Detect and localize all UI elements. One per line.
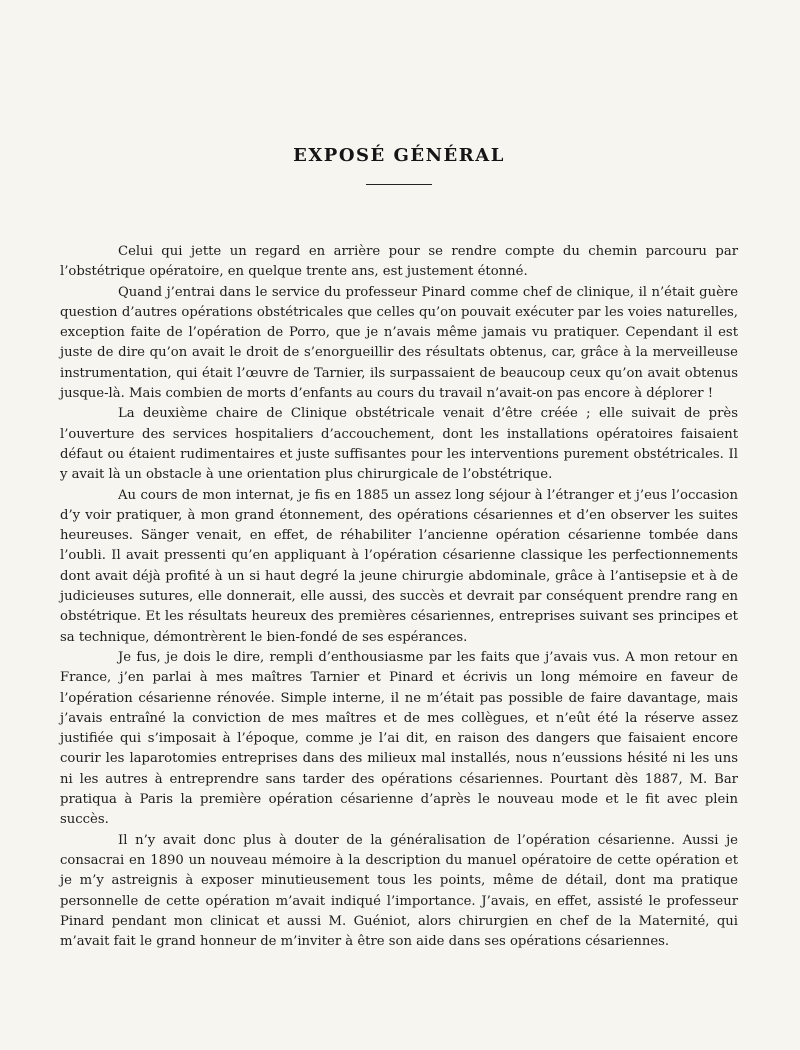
document-body <box>60 242 738 952</box>
page-title: EXPOSÉ GÉNÉRAL <box>293 145 505 166</box>
paragraph: Celui qui jette un regard en arrière pour se rendre compte du chemin parcouru par l’obstétrique opératoire, en quelque trente ans, est justement étonné. <box>60 244 738 280</box>
paragraph: Je fus, je dois le dire, rempli d’enthousiasme par les faits que j’avais vus. A mon retour en France, j’en parlai à mes maîtres Tarnier et Pinard et écrivis un long mémoire en faveur de l’opération césarienne rénovée. Simple interne, il ne m’était pas possible de faire davantage, mais j’avais entraîné la conviction de mes maîtres et de mes collègues, et n’eût été la réserve assez justifiée qui s’imposait à l’époque, comme je l’ai dit, en raison des dangers que faisaient encore courir les laparotomies entreprises dans des milieux mal installés, nous n’eussions hésité ni les uns ni les autres à entreprendre sans tarder des opérations césariennes. Pourtant dès 1887, M. Bar pratiqua à Paris la première opération césarienne d’après le nouveau mode et le fit avec plein succès. <box>60 649 738 828</box>
paragraph: La deuxième chaire de Clinique obstétricale venait d’être créée ; elle suivait de près l’ouverture des services hospitaliers d’accouchement, dont les installations opératoires faisaient défaut ou étaient rudimentaires et juste suffisantes pour les interventions purement obstétricales. Il y avait là un obstacle à une orientation plus chirurgicale de l’obstétrique. <box>60 406 738 483</box>
paragraph: Quand j’entrai dans le service du professeur Pinard comme chef de clinique, il n’était guère question d’autres opérations obstétricales que celles qu’on pouvait exécuter par les voies naturelles, exception faite de l’opération de Porro, que je n’avais même jamais vu pratiquer. Cependant il est juste de dire qu’on avait le droit de s’enorgueillir des résultats obtenus, car, grâce à la merveilleuse instrumentation, qui était l’œuvre de Tarnier, ils surpassaient de beaucoup ceux qu’on avait obtenus jusque-là. Mais combien de morts d’enfants au cours du travail n’avait-on pas encore à déplorer ! <box>60 284 738 402</box>
paragraph: Il n’y avait donc plus à douter de la généralisation de l’opération césarienne. Aussi je consacrai en 1890 un nouveau mémoire à la description du manuel opératoire de cette opération et je m’y astreignis à exposer minutieusement tous les points, même de détail, dont ma pratique personnelle de cette opération m’avait indiqué l’importance. J’avais, en effet, assisté le professeur Pinard pendant mon clinicat et aussi M. Guéniot, alors chirurgien en chef de la Maternité, qui m’avait fait le grand honneur de m’inviter à être son aide dans ses opérations césariennes. <box>60 832 738 950</box>
paragraph: Au cours de mon internat, je fis en 1885 un assez long séjour à l’étranger et j’eus l’occasion d’y voir pratiquer, à mon grand étonnement, des opérations césariennes et d’en observer les suites heureuses. Sänger venait, en effet, de réhabiliter l’ancienne opération césarienne tombée dans l’oubli. Il avait pressenti qu’en appliquant à l’opération césarienne classique les perfectionnements dont avait déjà profité à un si haut degré la jeune chirurgie abdominale, grâce à l’antisepsie et à de judicieuses sutures, elle donnerait, elle aussi, des succès et devrait par conséquent prendre rang en obstétrique. Et les résultats heureux des premières césariennes, entreprises suivant ses principes et sa technique, démontrèrent le bien-fondé de ses espérances. <box>60 487 738 645</box>
title-divider <box>366 184 432 185</box>
